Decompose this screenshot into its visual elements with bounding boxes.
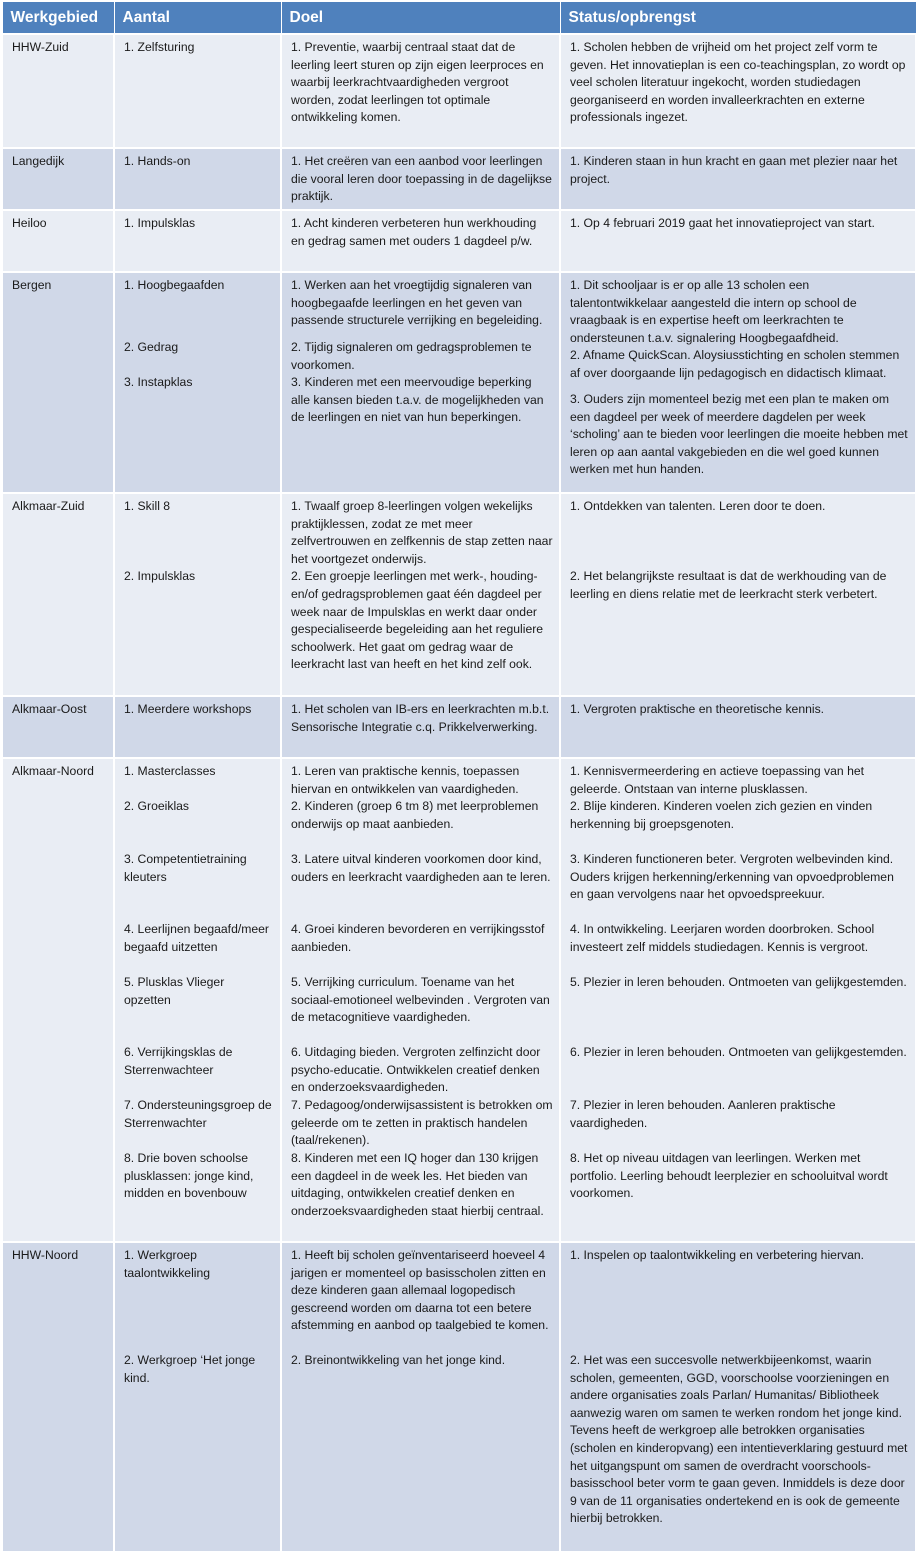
status-cell-item: 6. Plezier in leren behouden. Ontmoeten van gelijkgestemden. xyxy=(570,1045,907,1059)
aantal-cell-item: 1. Hands-on xyxy=(124,154,191,168)
aantal-cell xyxy=(114,210,281,272)
doel-cell-item: 1. Leren van praktische kennis, toepassen hiervan en ontwikkelen van vaardigheden. xyxy=(291,764,520,796)
status-cell xyxy=(560,272,916,493)
aantal-cell-item: 1. Zelfsturing xyxy=(124,40,195,54)
status-cell-item: 1. Op 4 februari 2019 gaat het innovatieproject van start. xyxy=(570,216,875,230)
status-cell-item: 2. Blije kinderen. Kinderen voelen zich gezien en vinden herkenning bij groepsgenoten. xyxy=(570,799,873,831)
werkgebied-cell xyxy=(2,272,114,493)
status-cell-item: 1. Kinderen staan in hun kracht en gaan met plezier naar het project. xyxy=(570,154,898,186)
doel-cell-item: 1. Het scholen van IB-ers en leerkrachten m.b.t. Sensorische Integratie c.q. Prikkelverwerking. xyxy=(291,702,550,734)
table-row xyxy=(2,696,916,758)
werkgebied-label: Alkmaar-Oost xyxy=(12,702,87,716)
header-status: Status/opbrengst xyxy=(560,2,916,35)
table-row xyxy=(2,34,916,148)
doel-cell-item: 6. Uitdaging bieden. Vergroten zelfinzicht door psycho-educatie. Ontwikkelen creatief denken en onderzoeksvaardigheden. xyxy=(291,1045,541,1095)
werkgebied-label: Langedijk xyxy=(12,154,65,168)
aantal-cell xyxy=(114,696,281,758)
status-cell-item: 2. Het belangrijkste resultaat is dat de werkhouding van de leerling en diens relatie met de leerkracht sterk verbetert. xyxy=(570,569,887,601)
aantal-cell-item: 2. Werkgroep ‘Het jonge kind. xyxy=(124,1353,256,1385)
status-cell-item: 8. Het op niveau uitdagen van leerlingen. Werken met portfolio. Leerling behoudt leerplezier en schooluitval wordt voorkomen. xyxy=(570,1151,888,1201)
table-header-row xyxy=(2,2,916,35)
header-werkgebied: Werkgebied xyxy=(2,2,114,35)
status-cell-item: 2. Het was een succesvolle netwerkbijeenkomst, waarin scholen, gemeenten, GGD, voorschoolse voorzieningen en andere organisaties zoals Parlan/ Humanitas/ Bibliotheek aanwezig waren om samen te werken rondom het jonge kind. Tevens heeft de werkgroep alle betrokken organisaties (scholen en kinderopvang) een intentieverklaring gestuurd met het uitgangspunt om samen de overdracht voorschools-basisschool beter vorm te gaan geven. Inmiddels is deze door 9 van de 11 organisaties ondertekend en is ook de gemeente hierbij betrokken. xyxy=(570,1353,908,1526)
aantal-cell-item: 3. Instapklas xyxy=(124,375,193,389)
werkgebied-cell xyxy=(2,148,114,210)
werkgebied-cell xyxy=(2,210,114,272)
doel-cell-item: 2. Kinderen (groep 6 tm 8) met leerproblemen onderwijs op maat aanbieden. xyxy=(291,799,539,831)
status-cell-item: 3. Ouders zijn momenteel bezig met een plan te maken om een dagdeel per week of meerdere dagdelen per week ‘scholing’ aan te bieden voor leerlingen die moeite hebben met leren op aan aantal vakgebieden en die wel goed kunnen werken met hun handen. xyxy=(570,392,908,477)
aantal-cell-item: 2. Impulsklas xyxy=(124,569,196,583)
table-row xyxy=(2,272,916,493)
status-cell-item: 7. Plezier in leren behouden. Aanleren praktische vaardigheden. xyxy=(570,1098,836,1130)
aantal-cell-item: 1. Skill 8 xyxy=(124,499,171,513)
doel-cell xyxy=(281,493,560,696)
werkgebied-cell xyxy=(2,1242,114,1552)
header-aantal: Aantal xyxy=(114,2,281,35)
status-cell-item: 1. Scholen hebben de vrijheid om het project zelf vorm te geven. Het innovatieplan is een co-teachingsplan, zo wordt op veel scholen literatuur ingekocht, worden studiedagen georganiseerd en worden invalleerkrachten en externe professionals ingezet. xyxy=(570,40,906,125)
aantal-cell-item: 2. Groeiklas xyxy=(124,799,190,813)
status-cell-item: 1. Dit schooljaar is er op alle 13 scholen een talentontwikkelaar aangesteld die intern op school de vraagbaak is en expertise heeft om leerkrachten te ondersteunen t.a.v. signalering Hoogbegaafdheid. xyxy=(570,278,857,345)
aantal-cell-item: 6. Verrijkingsklas de Sterrenwachteer xyxy=(124,1045,233,1077)
doel-cell-item: 8. Kinderen met een IQ hoger dan 130 krijgen een dagdeel in de week les. Het bieden van uitdaging, ontwikkelen creatief denken en onderzoeksvaardigheden staat hierbij centraal. xyxy=(291,1151,544,1218)
doel-cell xyxy=(281,272,560,493)
table-row xyxy=(2,1242,916,1552)
status-cell xyxy=(560,696,916,758)
aantal-cell-item: 7. Ondersteuningsgroep de Sterrenwachter xyxy=(124,1098,272,1130)
table-row xyxy=(2,210,916,272)
aantal-cell-item: 5. Plusklas Vlieger opzetten xyxy=(124,975,225,1007)
doel-cell-item: 4. Groei kinderen bevorderen en verrijkingsstof aanbieden. xyxy=(291,922,545,954)
aantal-cell xyxy=(114,493,281,696)
doel-cell xyxy=(281,210,560,272)
werkgebied-label: HHW-Noord xyxy=(12,1248,79,1262)
status-cell xyxy=(560,493,916,696)
status-cell-item: 3. Kinderen functioneren beter. Vergroten welbevinden kind. Ouders krijgen herkenning/erkenning van opvoedproblemen en gaan vervolgens naar het opvoedspreekuur. xyxy=(570,852,894,902)
status-cell xyxy=(560,210,916,272)
werkgebied-label: Bergen xyxy=(12,278,52,292)
aantal-cell xyxy=(114,1242,281,1552)
werkgebied-table xyxy=(1,1,916,1553)
doel-cell xyxy=(281,758,560,1242)
werkgebied-cell xyxy=(2,696,114,758)
status-cell-item: 1. Inspelen op taalontwikkeling en verbetering hiervan. xyxy=(570,1248,865,1262)
status-cell-item: 4. In ontwikkeling. Leerjaren worden doorbroken. School investeert zelf middels studiedagen. Kennis is vergroot. xyxy=(570,922,875,954)
werkgebied-label: Alkmaar-Noord xyxy=(12,764,94,778)
aantal-cell-item: 1. Hoogbegaafden xyxy=(124,278,225,292)
werkgebied-label: Alkmaar-Zuid xyxy=(12,499,85,513)
doel-cell-item: 1. Twaalf groep 8-leerlingen volgen wekelijks praktijklessen, zodat ze met meer zelfvertrouwen en zelfkennis de stap zetten naar het voortgezet onderwijs. xyxy=(291,499,553,566)
doel-cell-item: 1. Het creëren van een aanbod voor leerlingen die vooral leren door toepassing in de dagelijkse praktijk. xyxy=(291,154,552,204)
status-cell-item: 1. Vergroten praktische en theoretische kennis. xyxy=(570,702,825,716)
doel-cell xyxy=(281,148,560,210)
aantal-cell xyxy=(114,272,281,493)
aantal-cell-item: 1. Impulsklas xyxy=(124,216,196,230)
status-cell-item: 5. Plezier in leren behouden. Ontmoeten van gelijkgestemden. xyxy=(570,975,907,989)
aantal-cell xyxy=(114,148,281,210)
table-row xyxy=(2,758,916,1242)
status-cell xyxy=(560,34,916,148)
doel-cell-item: 2. Breinontwikkeling van het jonge kind. xyxy=(291,1353,506,1367)
doel-cell-item: 5. Verrijking curriculum. Toename van het sociaal-emotioneel welbevinden . Vergroten van de metacognitieve vaardigheden. xyxy=(291,975,550,1025)
status-cell xyxy=(560,758,916,1242)
doel-cell-item: 1. Heeft bij scholen geïnventariseerd hoeveel 4 jarigen er momenteel op basisscholen zitten en deze kinderen gaan allemaal logopedisch gescreend worden om daarna tot een betere afstemming en aanbod op taalgebied te komen. xyxy=(291,1248,549,1333)
header-doel: Doel xyxy=(281,2,560,35)
werkgebied-cell xyxy=(2,493,114,696)
aantal-cell-item: 2. Gedrag xyxy=(124,340,179,354)
doel-cell-item: 2. Een groepje leerlingen met werk-, houding-en/of gedragsproblemen gaat één dagdeel per week naar de Impulsklas en werkt daar onder gespecialiseerde begeleiding aan het reguliere schoolwerk. Het gaat om gedrag waar de leerkracht last van heeft en het kind zelf ook. xyxy=(291,569,544,672)
aantal-cell-item: 1. Masterclasses xyxy=(124,764,216,778)
status-cell xyxy=(560,148,916,210)
doel-cell-item: 7. Pedagoog/onderwijsassistent is betrokken om geleerde om te zetten in praktisch handelen (taal/rekenen). xyxy=(291,1098,553,1148)
werkgebied-cell xyxy=(2,34,114,148)
aantal-cell-item: 3. Competentietraining kleuters xyxy=(124,852,247,884)
aantal-cell xyxy=(114,758,281,1242)
status-cell-item: 1. Kennisvermeerdering en actieve toepassing van het geleerde. Ontstaan van interne plusklassen. xyxy=(570,764,865,796)
werkgebied-cell xyxy=(2,758,114,1242)
doel-cell xyxy=(281,1242,560,1552)
aantal-cell-item: 1. Werkgroep taalontwikkeling xyxy=(124,1248,211,1280)
aantal-cell-item: 4. Leerlijnen begaafd/meer begaafd uitzetten xyxy=(124,922,269,954)
status-cell-item: 2. Afname QuickScan. Aloysiusstichting en scholen stemmen af over doorgaande lijn pedagogisch en didactisch klimaat. xyxy=(570,348,900,380)
status-cell-item: 1. Ontdekken van talenten. Leren door te doen. xyxy=(570,499,826,513)
doel-cell-item: 1. Preventie, waarbij centraal staat dat de leerling leert sturen op zijn eigen leerproces en waarbij leerkrachtvaardigheden vergroot worden, zodat leerlingen tot optimale ontwikkeling komen. xyxy=(291,40,544,125)
aantal-cell-item: 1. Meerdere workshops xyxy=(124,702,252,716)
doel-cell xyxy=(281,696,560,758)
doel-cell-item: 2. Tijdig signaleren om gedragsproblemen te voorkomen. xyxy=(291,340,532,372)
doel-cell xyxy=(281,34,560,148)
table-row xyxy=(2,493,916,696)
doel-cell-item: 1. Werken aan het vroegtijdig signaleren van hoogbegaafde leerlingen en het geven van passende structurele verrijking en begeleiding. xyxy=(291,278,543,328)
werkgebied-label: Heiloo xyxy=(12,216,47,230)
aantal-cell-item: 8. Drie boven schoolse plusklassen: jonge kind, midden en bovenbouw xyxy=(124,1151,254,1201)
werkgebied-label: HHW-Zuid xyxy=(12,40,69,54)
doel-cell-item: 1. Acht kinderen verbeteren hun werkhouding en gedrag samen met ouders 1 dagdeel p/w. xyxy=(291,216,537,248)
doel-cell-item: 3. Kinderen met een meervoudige beperking alle kansen bieden t.a.v. de mogelijkheden van de leerlingen en niet van hun beperkingen. xyxy=(291,375,544,425)
aantal-cell xyxy=(114,34,281,148)
status-cell xyxy=(560,1242,916,1552)
doel-cell-item: 3. Latere uitval kinderen voorkomen door kind, ouders en leerkracht vaardigheden aan te leren. xyxy=(291,852,551,884)
table-row xyxy=(2,148,916,210)
